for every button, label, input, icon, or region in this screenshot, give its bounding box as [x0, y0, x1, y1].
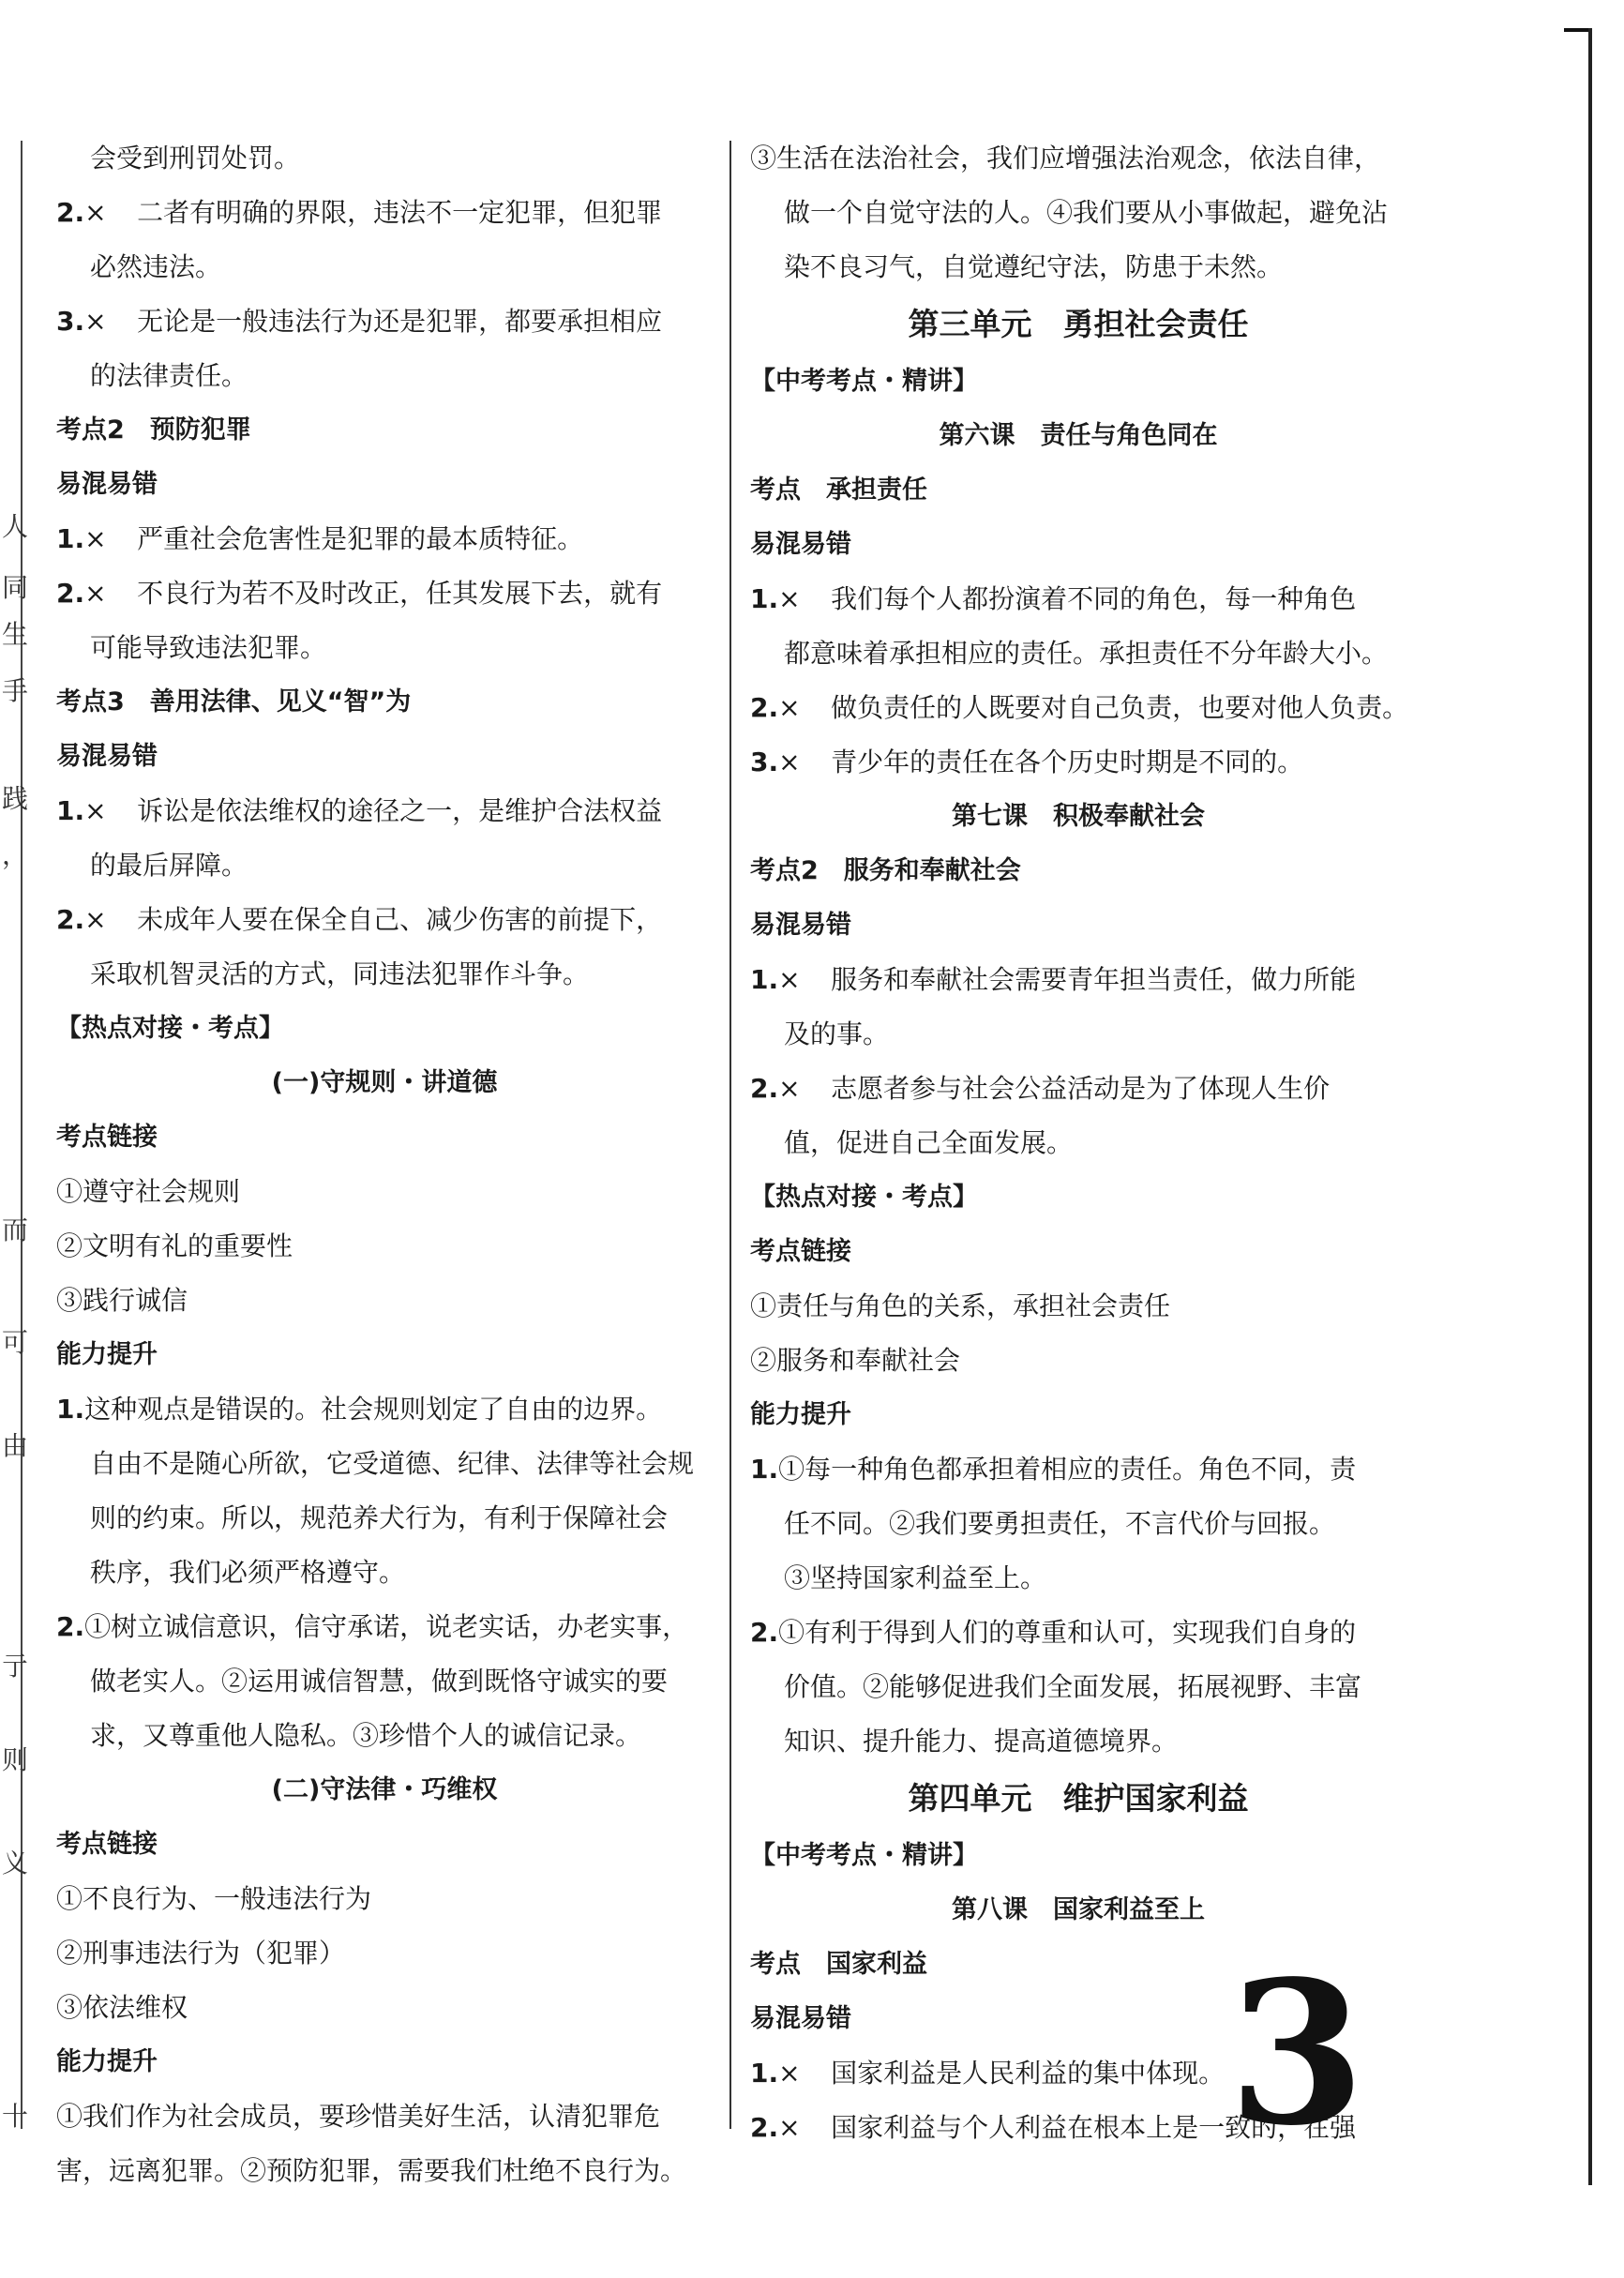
- text-line: 求，又尊重他人隐私。③珍惜个人的诚信记录。: [90, 1720, 642, 1751]
- item-number: 1.: [750, 2058, 779, 2089]
- hot-topic-heading: 【热点对接・考点】: [56, 1014, 284, 1043]
- item-number: 2.: [56, 578, 85, 609]
- text-line: 害，远离犯罪。②预防犯罪，需要我们杜绝不良行为。: [56, 2155, 687, 2186]
- item-text: 不良行为若不及时改正，任其发展下去，就有: [137, 578, 663, 609]
- unit-title: 第四单元 维护国家利益: [908, 1780, 1249, 1817]
- text-line: 的法律责任。: [90, 360, 248, 391]
- text-line: 及的事。: [784, 1018, 890, 1049]
- cross-mark: ×: [778, 2112, 801, 2143]
- subsection-heading: 能力提升: [56, 1340, 158, 1369]
- cross-mark: ×: [778, 964, 801, 995]
- section-heading: 考点 承担责任: [750, 475, 927, 505]
- subsection-heading: 考点链接: [56, 1830, 158, 1859]
- text-line: ②刑事违法行为（犯罪）: [56, 1938, 346, 1969]
- item-text: 青少年的责任在各个历史时期是不同的。: [831, 747, 1304, 777]
- edge-glyph: 由: [2, 1430, 29, 1461]
- subsection-heading: 易混易错: [56, 742, 158, 771]
- cross-mark: ×: [84, 197, 107, 228]
- item-text: 我们每个人都扮演着不同的角色，每一种角色: [831, 583, 1357, 614]
- item-text: 做负责任的人既要对自己负责，也要对他人负责。: [831, 692, 1409, 723]
- cross-mark: ×: [778, 692, 801, 723]
- left-column: [56, 131, 713, 2198]
- exam-points-heading: 【中考考点・精讲】: [750, 1841, 978, 1870]
- item-text: 诉讼是依法维权的途径之一，是维护合法权益: [137, 795, 663, 826]
- item-text: 无论是一般违法行为还是犯罪，都要承担相应: [137, 306, 663, 337]
- binding-bracket-edge: [1588, 28, 1592, 2185]
- edge-glyph: 义: [2, 1848, 29, 1878]
- item-number: 1.: [750, 964, 779, 995]
- item-number: 1.: [750, 1454, 779, 1485]
- text-line: 都意味着承担相应的责任。承担责任不分年龄大小。: [784, 638, 1389, 669]
- edge-glyph: 践: [2, 783, 29, 814]
- answer-item: [56, 893, 713, 947]
- topic-title: (二)守法律・巧维权: [271, 1775, 498, 1804]
- answer-item: [56, 566, 713, 621]
- cross-mark: ×: [84, 578, 107, 609]
- item-number: 3.: [56, 306, 85, 337]
- text-line: 任不同。②我们要勇担责任，不言代价与回报。: [784, 1508, 1336, 1539]
- cross-mark: ×: [778, 1073, 801, 1104]
- subsection-heading: 能力提升: [56, 2047, 158, 2076]
- left-page-edge-line: [21, 141, 23, 2129]
- item-text: 这种观点是错误的。社会规则划定了自由的边界。: [84, 1394, 663, 1425]
- subsection-heading: 易混易错: [750, 911, 851, 940]
- text-line: ①遵守社会规则: [56, 1176, 241, 1207]
- answer-item: [56, 512, 713, 566]
- text-line: ①我们作为社会成员，要珍惜美好生活，认清犯罪危: [56, 2101, 661, 2132]
- answer-item: [750, 1062, 1406, 1116]
- answer-item: [750, 1442, 1406, 1497]
- cross-mark: ×: [84, 795, 107, 826]
- page-number: 3: [1228, 1938, 1366, 2169]
- edge-glyph: 而: [2, 1214, 29, 1245]
- subsection-heading: 易混易错: [56, 470, 158, 499]
- text-line: 做老实人。②运用诚信智慧，做到既恪守诚实的要: [90, 1666, 669, 1697]
- hot-topic-heading: 【热点对接・考点】: [750, 1183, 978, 1212]
- item-number: 2.: [750, 1617, 779, 1648]
- text-line: 知识、提升能力、提高道德境界。: [784, 1726, 1179, 1757]
- answer-item: [56, 186, 713, 240]
- subsection-heading: 易混易错: [750, 530, 851, 559]
- section-heading: 考点2 预防犯罪: [56, 415, 251, 445]
- text-line: ②服务和奉献社会: [750, 1345, 961, 1376]
- text-line: 会受到刑罚处罚。: [90, 143, 301, 173]
- text-line: 值，促进自己全面发展。: [784, 1127, 1074, 1158]
- item-number: 2.: [750, 1073, 779, 1104]
- edge-glyph: ，: [2, 839, 29, 870]
- answer-item: [750, 735, 1406, 790]
- item-number: 2.: [750, 2112, 779, 2143]
- edge-glyph: 可: [2, 1327, 29, 1358]
- edge-glyph: 则: [2, 1744, 29, 1775]
- subsection-heading: 考点链接: [56, 1123, 158, 1152]
- lesson-title: 第七课 积极奉献社会: [952, 802, 1205, 831]
- item-text: ①每一种角色都承担着相应的责任。角色不同，责: [778, 1454, 1357, 1485]
- item-text: 未成年人要在保全自己、减少伤害的前提下，: [137, 904, 663, 935]
- exam-points-heading: 【中考考点・精讲】: [750, 367, 978, 396]
- item-text: 二者有明确的界限，违法不一定犯罪，但犯罪: [137, 197, 663, 228]
- item-number: 1.: [56, 1394, 85, 1425]
- item-number: 2.: [56, 904, 85, 935]
- answer-item: [56, 294, 713, 349]
- item-number: 2.: [56, 197, 85, 228]
- text-line: 染不良习气，自觉遵纪守法，防患于未然。: [784, 251, 1284, 282]
- item-text: 志愿者参与社会公益活动是为了体现人生价: [831, 1073, 1331, 1104]
- edge-glyph: 人: [2, 511, 29, 542]
- item-text: 国家利益与个人利益在根本上是一致的，在强: [831, 2112, 1357, 2143]
- text-line: 自由不是随心所欲，它受道德、纪律、法律等社会规: [90, 1448, 695, 1479]
- unit-title: 第三单元 勇担社会责任: [908, 306, 1249, 342]
- text-line: 的最后屏障。: [90, 850, 248, 881]
- item-number: 3.: [750, 747, 779, 777]
- text-line: 必然违法。: [90, 251, 222, 282]
- column-divider: [729, 141, 731, 2129]
- text-line: 则的约束。所以，规范养犬行为，有利于保障社会: [90, 1502, 669, 1533]
- section-heading: 考点 国家利益: [750, 1950, 927, 1979]
- edge-glyph: 生: [2, 619, 29, 650]
- text-line: 做一个自觉守法的人。④我们要从小事做起，避免沾: [784, 197, 1389, 228]
- answer-item: [750, 1606, 1406, 1660]
- text-line: 采取机智灵活的方式，同违法犯罪作斗争。: [90, 958, 590, 989]
- cross-mark: ×: [778, 583, 801, 614]
- answer-item: [750, 681, 1409, 735]
- subsection-heading: 考点链接: [750, 1237, 851, 1266]
- item-text: ①有利于得到人们的尊重和认可，实现我们自身的: [778, 1617, 1357, 1648]
- right-column: [750, 131, 1409, 2169]
- item-number: 1.: [56, 795, 85, 826]
- edge-glyph: 亍: [2, 1651, 29, 1682]
- text-line: ③践行诚信: [56, 1285, 188, 1316]
- item-text: 严重社会危害性是犯罪的最本质特征。: [137, 523, 584, 554]
- cross-mark: ×: [778, 2058, 801, 2089]
- text-line: ③坚持国家利益至上。: [784, 1562, 1047, 1593]
- topic-title: (一)守规则・讲道德: [271, 1068, 498, 1097]
- answer-item: [56, 784, 713, 838]
- answer-item: [56, 1382, 713, 1437]
- answer-item: [750, 953, 1406, 1007]
- edge-glyph: 十: [2, 2101, 29, 2132]
- edge-glyph: 同: [2, 572, 29, 603]
- text-line: ②文明有礼的重要性: [56, 1230, 293, 1261]
- cross-mark: ×: [84, 904, 107, 935]
- item-number: 1.: [750, 583, 779, 614]
- text-line: 价值。②能够促进我们全面发展，拓展视野、丰富: [784, 1671, 1362, 1702]
- answer-item: [56, 1600, 713, 1654]
- cross-mark: ×: [84, 306, 107, 337]
- subsection-heading: 能力提升: [750, 1400, 851, 1429]
- text-line: 秩序，我们必须严格遵守。: [90, 1557, 406, 1588]
- edge-glyph: 手: [2, 675, 29, 706]
- text-line: ①不良行为、一般违法行为: [56, 1883, 372, 1914]
- subsection-heading: 易混易错: [750, 2004, 851, 2033]
- cross-mark: ×: [778, 747, 801, 777]
- lesson-title: 第八课 国家利益至上: [952, 1895, 1205, 1924]
- text-line: ③生活在法治社会，我们应增强法治观念，依法自律，: [750, 143, 1381, 173]
- section-heading: 考点2 服务和奉献社会: [750, 856, 1021, 885]
- lesson-title: 第六课 责任与角色同在: [939, 421, 1218, 450]
- item-number: 1.: [56, 523, 85, 554]
- item-text: ①树立诚信意识，信守承诺，说老实话，办老实事，: [84, 1611, 689, 1642]
- text-line: 可能导致违法犯罪。: [90, 632, 327, 663]
- text-line: ③依法维权: [56, 1992, 188, 2023]
- text-line: ①责任与角色的关系，承担社会责任: [750, 1290, 1171, 1321]
- item-text: 国家利益是人民利益的集中体现。: [831, 2058, 1226, 2089]
- answer-item: [750, 572, 1406, 626]
- cross-mark: ×: [84, 523, 107, 554]
- item-number: 2.: [56, 1611, 85, 1642]
- item-text: 服务和奉献社会需要青年担当责任，做力所能: [831, 964, 1357, 995]
- item-number: 2.: [750, 692, 779, 723]
- section-heading: 考点3 善用法律、见义“智”为: [56, 687, 412, 717]
